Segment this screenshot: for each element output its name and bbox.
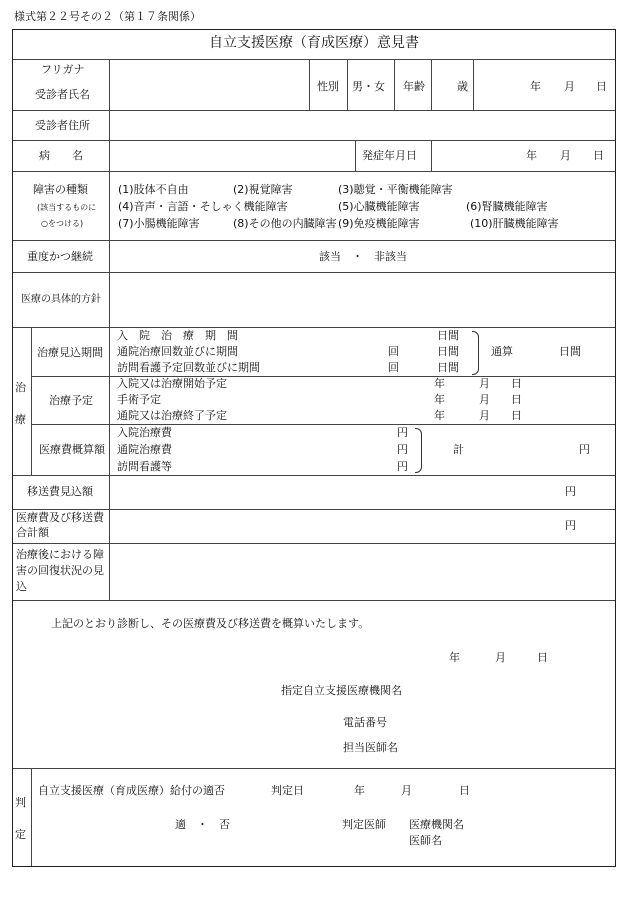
treatment-side-2: 療 (15, 413, 26, 426)
schedule-month-1: 月 (479, 377, 490, 390)
judgement-year: 年 (354, 784, 365, 797)
name-label: 受診者氏名 (35, 88, 90, 101)
schedule-label: 治療予定 (49, 394, 93, 407)
judgement-month: 月 (401, 784, 412, 797)
transport-label: 移送費見込額 (27, 485, 93, 498)
disability-item-8[interactable]: (8)その他の内臓障害 (233, 217, 337, 230)
schedule-year-3: 年 (434, 409, 445, 422)
disability-note-2: ○をつける) (41, 219, 84, 228)
cost-total-yen: 円 (579, 443, 590, 456)
disability-item-6[interactable]: (6)腎臓機能障害 (466, 200, 548, 213)
judgement-side-1: 判 (15, 796, 26, 809)
form-title: 自立支援医療（育成医療）意見書 (209, 35, 419, 51)
gender-choice[interactable]: 男・女 (352, 80, 385, 93)
gender-label: 性別 (317, 80, 339, 93)
judgement-result[interactable]: 適 ・ 否 (175, 818, 230, 831)
cost-row-outpatient: 通院治療費 (117, 443, 172, 456)
cost-label: 医療費概算額 (39, 443, 105, 456)
declaration-day: 日 (537, 651, 548, 664)
declaration-statement: 上記のとおり診断し、その医療費及び移送費を概算いたします。 (51, 617, 370, 630)
onset-day: 日 (593, 149, 604, 162)
disability-label: 障害の種類 (33, 183, 88, 196)
opinion-form (12, 29, 616, 867)
age-unit: 歳 (457, 80, 468, 93)
schedule-row-surgery: 手術予定 (117, 393, 161, 406)
age-label: 年齢 (403, 80, 425, 93)
disability-item-10[interactable]: (10)肝臓機能障害 (470, 217, 559, 230)
disability-note-1: (該当するものに (37, 203, 97, 212)
judging-doctor-label: 判定医師 (342, 818, 386, 831)
attending-doctor-label: 担当医師名 (343, 741, 398, 754)
period-row-outpatient: 通院治療回数並びに期間 (117, 345, 238, 358)
period-brace (472, 331, 479, 375)
judging-doctor-name-label: 医師名 (409, 834, 442, 847)
period-row-homecare: 訪問看護予定回数並びに期間 (117, 361, 260, 374)
cost-yen-2: 円 (397, 443, 408, 456)
disability-item-7[interactable]: (7)小腸機能障害 (118, 217, 200, 230)
recovery-field[interactable] (110, 544, 614, 600)
disability-item-9[interactable]: (9)免疫機能障害 (338, 217, 420, 230)
judgement-side-2: 定 (15, 828, 26, 841)
schedule-row-start: 入院又は治療開始予定 (117, 377, 227, 390)
judging-institution-label: 医療機関名 (409, 818, 464, 831)
disability-item-3[interactable]: (3)聴覚・平衡機能障害 (338, 183, 453, 196)
name-field[interactable] (110, 60, 308, 110)
disease-field[interactable] (110, 141, 354, 171)
disease-label: 病 名 (39, 149, 83, 162)
period-count-unit-1: 回 (388, 345, 399, 358)
judgement-day: 日 (459, 784, 470, 797)
cost-brace (415, 428, 422, 473)
severe-label: 重度かつ継続 (27, 250, 93, 263)
combined-yen: 円 (565, 519, 576, 532)
disability-item-5[interactable]: (5)心臓機能障害 (338, 200, 420, 213)
form-number: 様式第２２号その２（第１７条関係） (14, 10, 201, 23)
furigana-label: フリガナ (41, 63, 85, 76)
period-total-unit: 日間 (559, 345, 581, 358)
declaration-month: 月 (495, 651, 506, 664)
address-label: 受診者住所 (35, 119, 90, 132)
recovery-label-2: 害の回復状況の見 (16, 564, 104, 577)
period-days-1: 日間 (437, 329, 459, 342)
cost-yen-1: 円 (397, 426, 408, 439)
disability-item-1[interactable]: (1)肢体不自由 (118, 183, 189, 196)
policy-field[interactable] (110, 273, 614, 327)
period-total-label: 通算 (491, 345, 513, 358)
policy-label: 医療の具体的方針 (21, 294, 101, 305)
schedule-day-3: 日 (511, 409, 522, 422)
institution-label: 指定自立支援医療機関名 (281, 684, 402, 697)
judgement-date-label: 判定日 (271, 784, 304, 797)
treatment-side-1: 治 (15, 381, 26, 394)
period-label: 治療見込期間 (37, 346, 103, 359)
disability-item-2[interactable]: (2)視覚障害 (233, 183, 293, 196)
dob-month: 月 (564, 80, 575, 93)
address-field[interactable] (110, 111, 614, 140)
combined-label-2: 合計額 (16, 526, 49, 539)
cost-total-label: 計 (453, 443, 464, 456)
onset-month: 月 (560, 149, 571, 162)
schedule-year-1: 年 (434, 377, 445, 390)
schedule-day-2: 日 (511, 393, 522, 406)
period-count-unit-2: 回 (388, 361, 399, 374)
schedule-month-2: 月 (479, 393, 490, 406)
phone-label: 電話番号 (343, 716, 387, 729)
cost-row-inpatient: 入院治療費 (117, 426, 172, 439)
combined-label-1: 医療費及び移送費 (16, 511, 104, 524)
period-row-inpatient: 入 院 治 療 期 間 (117, 329, 238, 342)
dob-day: 日 (596, 80, 607, 93)
period-days-2: 日間 (437, 345, 459, 358)
period-days-3: 日間 (437, 361, 459, 374)
onset-label: 発症年月日 (362, 149, 417, 162)
onset-year: 年 (526, 149, 537, 162)
cost-row-homecare: 訪問看護等 (117, 460, 172, 473)
schedule-month-3: 月 (479, 409, 490, 422)
recovery-label-1: 治療後における障 (16, 548, 104, 561)
declaration-year: 年 (449, 651, 460, 664)
schedule-row-end: 通院又は治療終了予定 (117, 409, 227, 422)
recovery-label-3: 込 (16, 580, 27, 593)
severe-choice[interactable]: 該当 ・ 非該当 (319, 250, 407, 263)
eligibility-label: 自立支援医療（育成医療）給付の適否 (38, 784, 225, 797)
schedule-day-1: 日 (511, 377, 522, 390)
dob-year: 年 (530, 80, 541, 93)
schedule-year-2: 年 (434, 393, 445, 406)
disability-item-4[interactable]: (4)音声・言語・そしゃく機能障害 (118, 200, 288, 213)
transport-yen: 円 (565, 485, 576, 498)
cost-yen-3: 円 (397, 460, 408, 473)
